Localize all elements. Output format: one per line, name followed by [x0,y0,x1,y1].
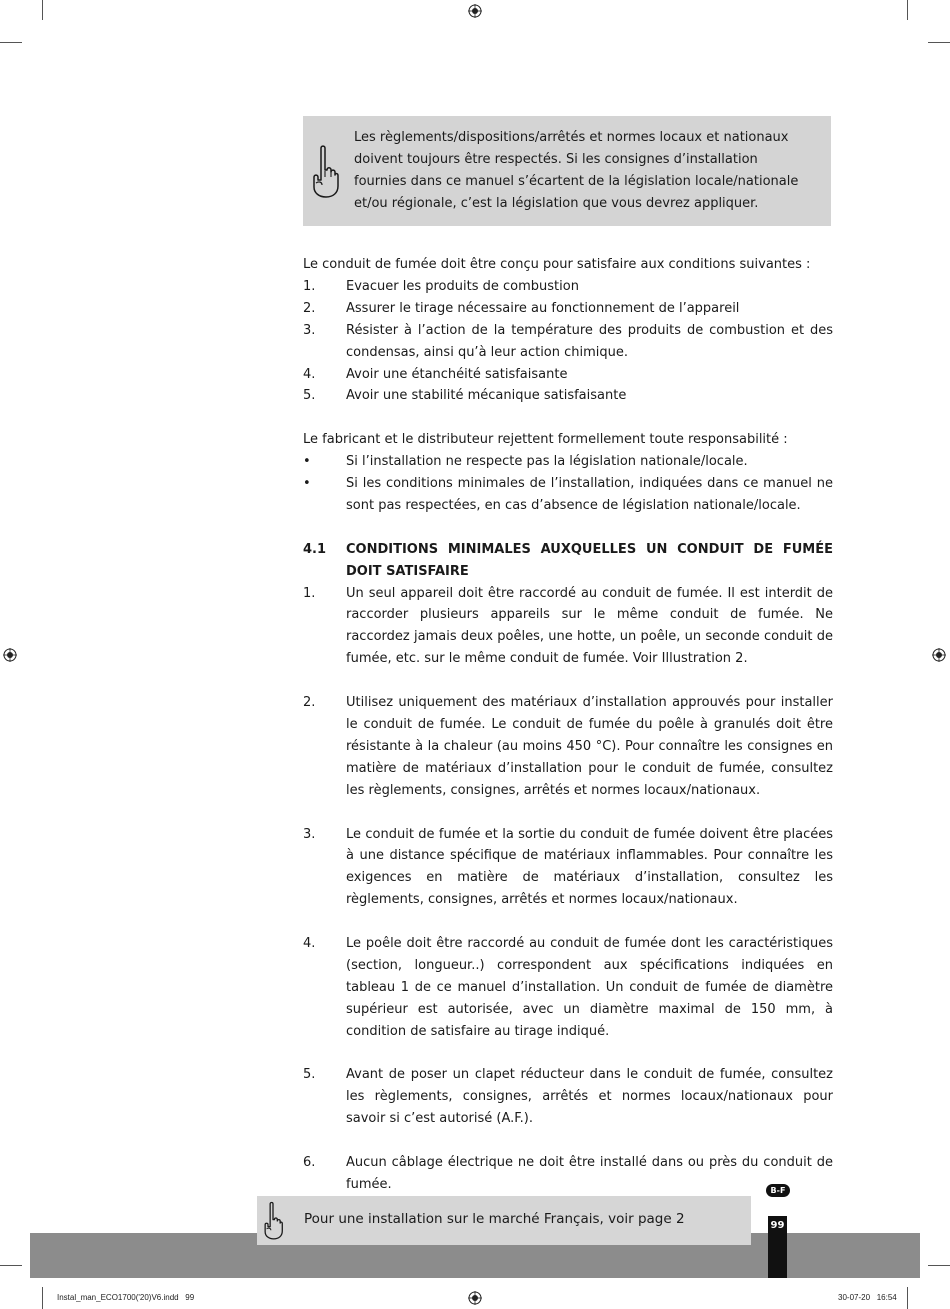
registration-mark-icon [932,648,946,662]
bullet-item [303,473,833,517]
list-text: Avoir une stabilité mécanique satisfaisante [346,388,627,404]
section-heading [303,539,833,583]
language-badge: B-F [766,1184,790,1197]
footer-note-box [257,1196,751,1245]
list-number: 6. [303,1155,316,1171]
list-item [303,583,833,671]
list-item [303,320,833,364]
bullet-text: Si l’installation ne respecte pas la législation nationale/locale. [346,454,748,470]
list-number: 1. [303,585,316,601]
list-number: 1. [303,278,316,294]
bullet-text: Si les conditions minimales de l’installation, indiquées dans ce manuel ne sont pas respectées, en cas d’absence de législation nationale/locale. [346,476,833,513]
footer-note-text: Pour une installation sur le marché Français, voir page 2 [304,1211,685,1227]
list-text: Le poêle doit être raccordé au conduit de fumée dont les caractéristiques (section, longueur..) correspondent aux spécifications indiquées en tableau 1 de ce manuel d’installation. Un conduit de fumée de diamètre supérieur est autorisée, avec un diamètre maximal de 150 mm, à condition de satisfaire au tirage indiqué. [346,936,833,1039]
list-item [303,824,833,912]
list-text: Avoir une étanchéité satisfaisante [346,366,568,382]
page-number: 99 [770,1220,785,1231]
list-number: 4. [303,366,316,382]
intro-lead: Le conduit de fumée doit être conçu pour satisfaire aux conditions suivantes : [303,257,811,272]
registration-mark-icon [468,4,482,18]
crop-mark [907,1287,908,1309]
legal-note-text: Les règlements/dispositions/arrêtés et normes locaux et nationaux doivent toujours être respectés. Si les consignes d’installation fournies dans ce manuel s’écartent de la législation locale/nationale et/ou régionale, c’est la législation que vous devrez appliquer. [354,130,799,211]
list-number: 5. [303,1067,316,1083]
list-item [303,1064,833,1130]
list-item [303,364,833,386]
page-number-tab [768,1216,787,1278]
list-number: 3. [303,322,316,338]
list-number: 2. [303,300,316,316]
list-text: Avant de poser un clapet réducteur dans le conduit de fumée, consultez les règlements, consignes, arrêtés et normes locaux/nationaux pour savoir si c’est autorisé (A.F.). [346,1067,833,1127]
crop-mark [928,1265,950,1266]
list-number: 4. [303,936,316,952]
registration-mark-icon [468,1291,482,1305]
list-number: 5. [303,388,316,404]
bullet: • [303,476,311,492]
list-text: Utilisez uniquement des matériaux d’installation approuvés pour installer le conduit de fumée. Le conduit de fumée du poêle à granulés doit être résistante à la chaleur (au moins 450 °C). Pour connaître les consignes en matière de matériaux d’installation pour le conduit de fumée, consultez les règlements, consignes, arrêtés et normes locaux/nationaux. [346,695,833,798]
crop-mark [42,0,43,20]
legal-note-box [303,116,831,226]
registration-mark-icon [3,648,17,662]
crop-mark [42,1287,43,1309]
list-number: 3. [303,826,316,842]
list-text: Assurer le tirage nécessaire au fonctionnement de l’appareil [346,300,740,316]
list-item [303,298,833,320]
crop-mark [907,0,908,20]
list-item [303,385,833,407]
list-text: Evacuer les produits de combustion [346,278,579,294]
bullet: • [303,454,311,470]
slug-filename: Instal_man_ECO1700('20)V6.indd 99 [57,1293,195,1302]
list-item [303,276,833,298]
crop-mark [0,42,22,43]
list-text: Résister à l’action de la température des produits de combustion et des condensas, ainsi qu’à leur action chimique. [346,322,833,360]
list-text: Un seul appareil doit être raccordé au conduit de fumée. Il est interdit de raccorder plusieurs appareils sur le même conduit de fumée. Ne raccordez jamais deux poêles, une hotte, un poêle, un seconde conduit de fumée, etc. sur le même conduit de fumée. Voir Illustration 2. [346,585,833,667]
list-text: Aucun câblage électrique ne doit être installé dans ou près du conduit de fumée. [346,1155,833,1192]
slug-datetime: 30-07-20 16:54 [838,1293,897,1302]
list-number: 2. [303,695,316,711]
pointing-hand-icon [310,144,340,200]
list-item [303,1152,833,1196]
section-title: CONDITIONS MINIMALES AUXQUELLES UN CONDUIT DE FUMÉE DOIT SATISFAIRE [346,541,833,579]
crop-mark [0,1265,22,1266]
list-item [303,933,833,1043]
list-item [303,692,833,802]
main-content [303,254,833,1196]
section-number: 4.1 [303,541,327,557]
pointing-hand-icon [262,1201,284,1241]
bullet-item [303,451,833,473]
crop-mark [928,42,950,43]
list-text: Le conduit de fumée et la sortie du conduit de fumée doivent être placées à une distance spécifique de matériaux inflammables. Pour connaître les exigences en matière de matériaux d’installation, consultez les règlements, consignes, arrêtés et normes locaux/nationaux. [346,826,833,908]
liability-lead: Le fabricant et le distributeur rejettent formellement toute responsabilité : [303,432,788,448]
